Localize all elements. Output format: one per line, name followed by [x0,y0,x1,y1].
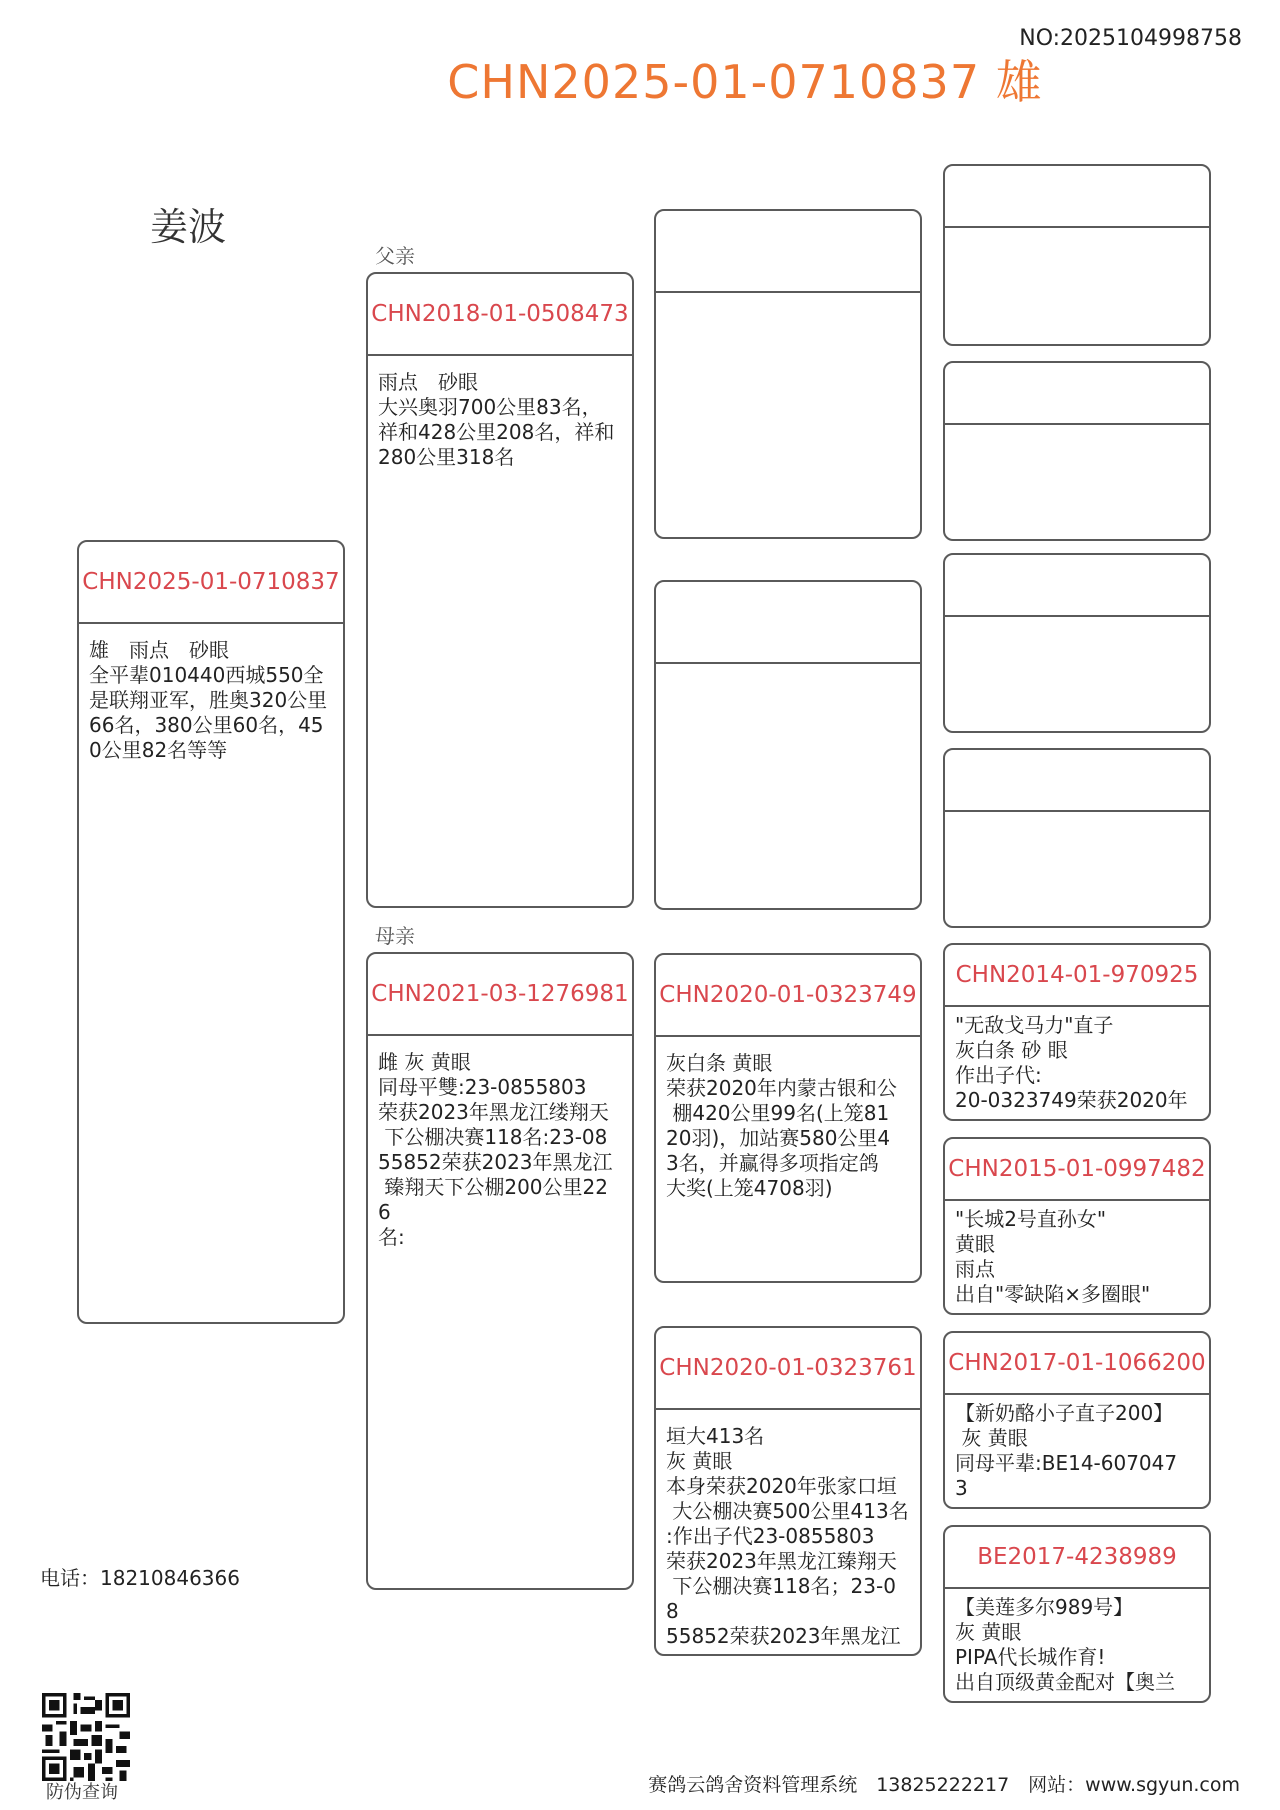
great-grandparent-notes-5 [945,1007,1209,1113]
note-line: 6 [378,1200,391,1224]
note-line: 荣获2023年黑龙江缕翔天 [378,1100,609,1124]
qr-label: 防伪查询 [46,1782,118,1803]
note-line: 55852荣获2023年黑龙江 [666,1624,901,1648]
note-line: 出自顶级黄金配对【奥兰 [955,1670,1175,1694]
footer-text: 赛鸽云鸽舍资料管理系统 13825222217 网站：www.sgyun.com [648,1774,1240,1796]
note-line: 灰白条 砂 眼 [955,1038,1068,1062]
note-line: 雄 雨点 砂眼 [89,638,229,662]
great-grandparent-card-2[interactable] [943,361,1211,541]
owner-name: 姜波 [150,205,227,249]
great-grandparent-card-3[interactable] [943,553,1211,733]
great-grandparent-ring-8: BE2017-4238989 [945,1527,1209,1589]
mother-label: 母亲 [375,924,415,948]
note-line: 同母平雙:23-0855803 [378,1075,587,1099]
great-grandparent-ring-3 [945,555,1209,617]
note-line: 55852荣获2023年黑龙江 [378,1150,613,1174]
note-line: 作出子代: [955,1063,1042,1087]
note-line: 本身荣获2020年张家口垣 [666,1474,897,1498]
mother-card[interactable] [366,952,634,1590]
father-card[interactable] [366,272,634,908]
mother-ring: CHN2021-03-1276981 [368,954,632,1036]
note-line: 66名，380公里60名，45 [89,713,324,737]
note-line: 3 [955,1476,968,1500]
maternal-grandsire-ring: CHN2020-01-0323749 [656,955,920,1037]
note-line: 20-0323749荣获2020年 [955,1088,1188,1112]
great-grandparent-card-6[interactable] [943,1137,1211,1315]
father-label: 父亲 [375,244,415,268]
great-grandparent-ring-5: CHN2014-01-970925 [945,945,1209,1007]
great-grandparent-notes-6 [945,1201,1209,1307]
page-title: CHN2025-01-0710837 雄 [447,55,1043,109]
note-line: 灰 黄眼 [666,1449,733,1473]
note-line: 名: [378,1225,405,1249]
great-grandparent-ring-1 [945,166,1209,228]
note-line: 灰 黄眼 [955,1426,1028,1450]
note-line: 【新奶酪小子直子200】 [955,1401,1174,1425]
note-line: 臻翔天下公棚200公里22 [378,1175,608,1199]
note-line: 20羽)，加站赛580公里4 [666,1126,891,1150]
note-line: PIPA代长城作育! [955,1645,1106,1669]
note-line: 是联翔亚军，胜奥320公里 [89,688,328,712]
note-line: 大公棚决赛500公里413名 [666,1499,909,1523]
great-grandparent-card-4[interactable] [943,748,1211,928]
note-line: 荣获2020年内蒙古银和公 [666,1076,897,1100]
note-line: 下公棚决赛118名:23-08 [378,1125,608,1149]
great-grandparent-card-5[interactable] [943,943,1211,1121]
note-line: 荣获2023年黑龙江臻翔天 [666,1549,897,1573]
note-line: 0公里82名等等 [89,738,228,762]
maternal-grandsire-notes [656,1037,920,1201]
great-grandparent-card-8[interactable] [943,1525,1211,1703]
father-notes [368,356,632,470]
note-line: "长城2号直孙女" [955,1207,1107,1231]
subject-ring: CHN2025-01-0710837 [79,542,343,624]
phone-number: 电话：18210846366 [40,1566,240,1590]
note-line: 黄眼 [955,1232,995,1256]
father-ring: CHN2018-01-0508473 [368,274,632,356]
great-grandparent-ring-4 [945,750,1209,812]
note-line: 大奖(上笼4708羽) [666,1176,833,1200]
paternal-grandsire-ring [656,211,920,293]
note-line: 雨点 [955,1257,995,1281]
note-line: 棚420公里99名(上笼81 [666,1101,890,1125]
note-line: 下公棚决赛118名；23-0 [666,1574,896,1598]
note-line: 3名，并赢得多项指定鸽 [666,1151,879,1175]
maternal-granddam-ring: CHN2020-01-0323761 [656,1328,920,1410]
note-line: 灰 黄眼 [955,1620,1022,1644]
great-grandparent-ring-7: CHN2017-01-1066200 [945,1333,1209,1395]
mother-notes [368,1036,632,1250]
qr-code-icon[interactable] [42,1693,130,1781]
subject-card[interactable] [77,540,345,1324]
maternal-grandsire-card[interactable] [654,953,922,1283]
note-line: "无敌戈马力"直子 [955,1013,1114,1037]
maternal-granddam-card[interactable] [654,1326,922,1656]
note-line: 全平辈010440西城550全 [89,663,324,687]
note-line: 祥和428公里208名，祥和 [378,420,615,444]
paternal-grandsire-card[interactable] [654,209,922,539]
great-grandparent-ring-6: CHN2015-01-0997482 [945,1139,1209,1201]
document-number: NO:2025104998758 [1019,26,1242,51]
note-line: 【美莲多尔989号】 [955,1595,1134,1619]
note-line: 雨点 砂眼 [378,370,478,394]
paternal-granddam-card[interactable] [654,580,922,910]
subject-notes [79,624,343,763]
great-grandparent-card-1[interactable] [943,164,1211,346]
note-line: 大兴奥羽700公里83名， [378,395,602,419]
great-grandparent-ring-2 [945,363,1209,425]
note-line: 8 [666,1599,679,1623]
paternal-granddam-ring [656,582,920,664]
maternal-granddam-notes [656,1410,920,1649]
note-line: 出自"零缺陷×多圈眼" [955,1282,1151,1306]
note-line: 雌 灰 黄眼 [378,1050,471,1074]
great-grandparent-notes-8 [945,1589,1209,1695]
note-line: 同母平辈:BE14-607047 [955,1451,1178,1475]
note-line: 280公里318名 [378,445,515,469]
note-line: :作出子代23-0855803 [666,1524,875,1548]
great-grandparent-notes-7 [945,1395,1209,1501]
note-line: 垣大413名 [666,1424,765,1448]
great-grandparent-card-7[interactable] [943,1331,1211,1509]
note-line: 灰白条 黄眼 [666,1051,773,1075]
